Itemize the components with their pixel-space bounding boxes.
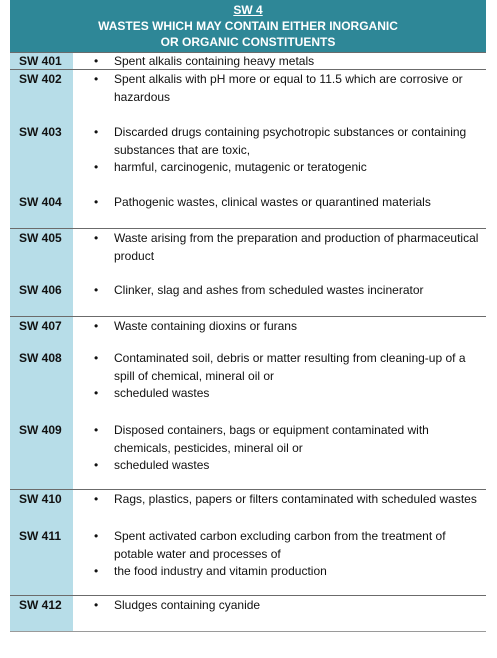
item-text: Spent alkalis containing heavy metals: [114, 54, 315, 68]
item-text: Pathogenic wastes, clinical wastes or quarantined materials: [114, 195, 431, 209]
list-item: [94, 528, 482, 563]
bullet-icon: •: [94, 72, 99, 86]
list-item: [94, 71, 482, 106]
row-separator: [10, 489, 486, 490]
list-item: [94, 230, 482, 265]
item-text: harmful, carcinogenic, mutagenic or teratogenic: [114, 160, 367, 174]
waste-table: [10, 0, 486, 632]
bullet-icon: •: [94, 160, 99, 174]
item-text: the food industry and vitamin production: [114, 564, 327, 578]
waste-code: SW 410: [19, 492, 62, 506]
bullet-icon: •: [94, 598, 99, 612]
row-separator: [10, 595, 486, 596]
list-item: [94, 159, 482, 177]
table-bottom-border: [10, 631, 486, 632]
waste-description-list: [94, 230, 482, 265]
waste-code: SW 402: [19, 72, 62, 86]
waste-code: SW 404: [19, 195, 62, 209]
row-separator: [10, 228, 486, 229]
waste-code: SW 405: [19, 231, 62, 245]
waste-description-list: [94, 53, 482, 71]
list-item: [94, 422, 482, 457]
waste-description-list: [94, 194, 482, 212]
bullet-icon: •: [94, 492, 99, 506]
item-text: Waste containing dioxins or furans: [114, 319, 297, 333]
waste-code: SW 407: [19, 319, 62, 333]
waste-description-list: [94, 597, 482, 615]
waste-code: SW 403: [19, 125, 62, 139]
category-code: SW 4: [233, 3, 263, 17]
category-title-line2: OR ORGANIC CONSTITUENTS: [160, 35, 336, 49]
waste-description-list: [94, 491, 482, 509]
item-text: Clinker, slag and ashes from scheduled wastes incinerator: [114, 283, 424, 297]
waste-description-list: [94, 422, 482, 475]
item-text: Discarded drugs containing psychotropic substances or containing substances that are toxic,: [114, 125, 467, 157]
list-item: [94, 282, 482, 300]
item-text: Contaminated soil, debris or matter resulting from cleaning-up of a spill of chemical, mineral oil or: [114, 351, 466, 383]
bullet-icon: •: [94, 125, 99, 139]
item-text: Rags, plastics, papers or filters contaminated with scheduled wastes: [114, 492, 477, 506]
bullet-icon: •: [94, 319, 99, 333]
table-header: [10, 0, 486, 52]
waste-description-list: [94, 350, 482, 403]
list-item: [94, 597, 482, 615]
waste-code: SW 409: [19, 423, 62, 437]
category-title-line1: WASTES WHICH MAY CONTAIN EITHER INORGANIC: [98, 19, 398, 33]
waste-description-list: [94, 282, 482, 300]
bullet-icon: •: [94, 195, 99, 209]
list-item: [94, 53, 482, 71]
item-text: scheduled wastes: [114, 458, 210, 472]
list-item: [94, 563, 482, 581]
waste-description-list: [94, 124, 482, 177]
waste-code: SW 411: [19, 529, 62, 543]
bullet-icon: •: [94, 54, 99, 68]
list-item: [94, 318, 482, 336]
item-text: Waste arising from the preparation and production of pharmaceutical product: [114, 231, 479, 263]
item-text: Spent activated carbon excluding carbon from the treatment of potable water and processes of: [114, 529, 446, 561]
waste-code: SW 412: [19, 598, 62, 612]
list-item: [94, 491, 482, 509]
waste-description-list: [94, 71, 482, 106]
list-item: [94, 350, 482, 385]
row-separator: [10, 316, 486, 317]
bullet-icon: •: [94, 458, 99, 472]
waste-description-list: [94, 318, 482, 336]
bullet-icon: •: [94, 386, 99, 400]
waste-description-list: [94, 528, 482, 581]
list-item: [94, 385, 482, 403]
waste-code: SW 408: [19, 351, 62, 365]
bullet-icon: •: [94, 231, 99, 245]
bullet-icon: •: [94, 564, 99, 578]
bullet-icon: •: [94, 423, 99, 437]
list-item: [94, 194, 482, 212]
list-item: [94, 457, 482, 475]
item-text: Disposed containers, bags or equipment contaminated with chemicals, pesticides, mineral oil or: [114, 423, 429, 455]
item-text: Spent alkalis with pH more or equal to 11.5 which are corrosive or hazardous: [114, 72, 463, 104]
bullet-icon: •: [94, 529, 99, 543]
bullet-icon: •: [94, 351, 99, 365]
item-text: scheduled wastes: [114, 386, 210, 400]
waste-code: SW 406: [19, 283, 62, 297]
waste-code: SW 401: [19, 54, 62, 68]
list-item: [94, 124, 482, 159]
bullet-icon: •: [94, 283, 99, 297]
item-text: Sludges containing cyanide: [114, 598, 261, 612]
